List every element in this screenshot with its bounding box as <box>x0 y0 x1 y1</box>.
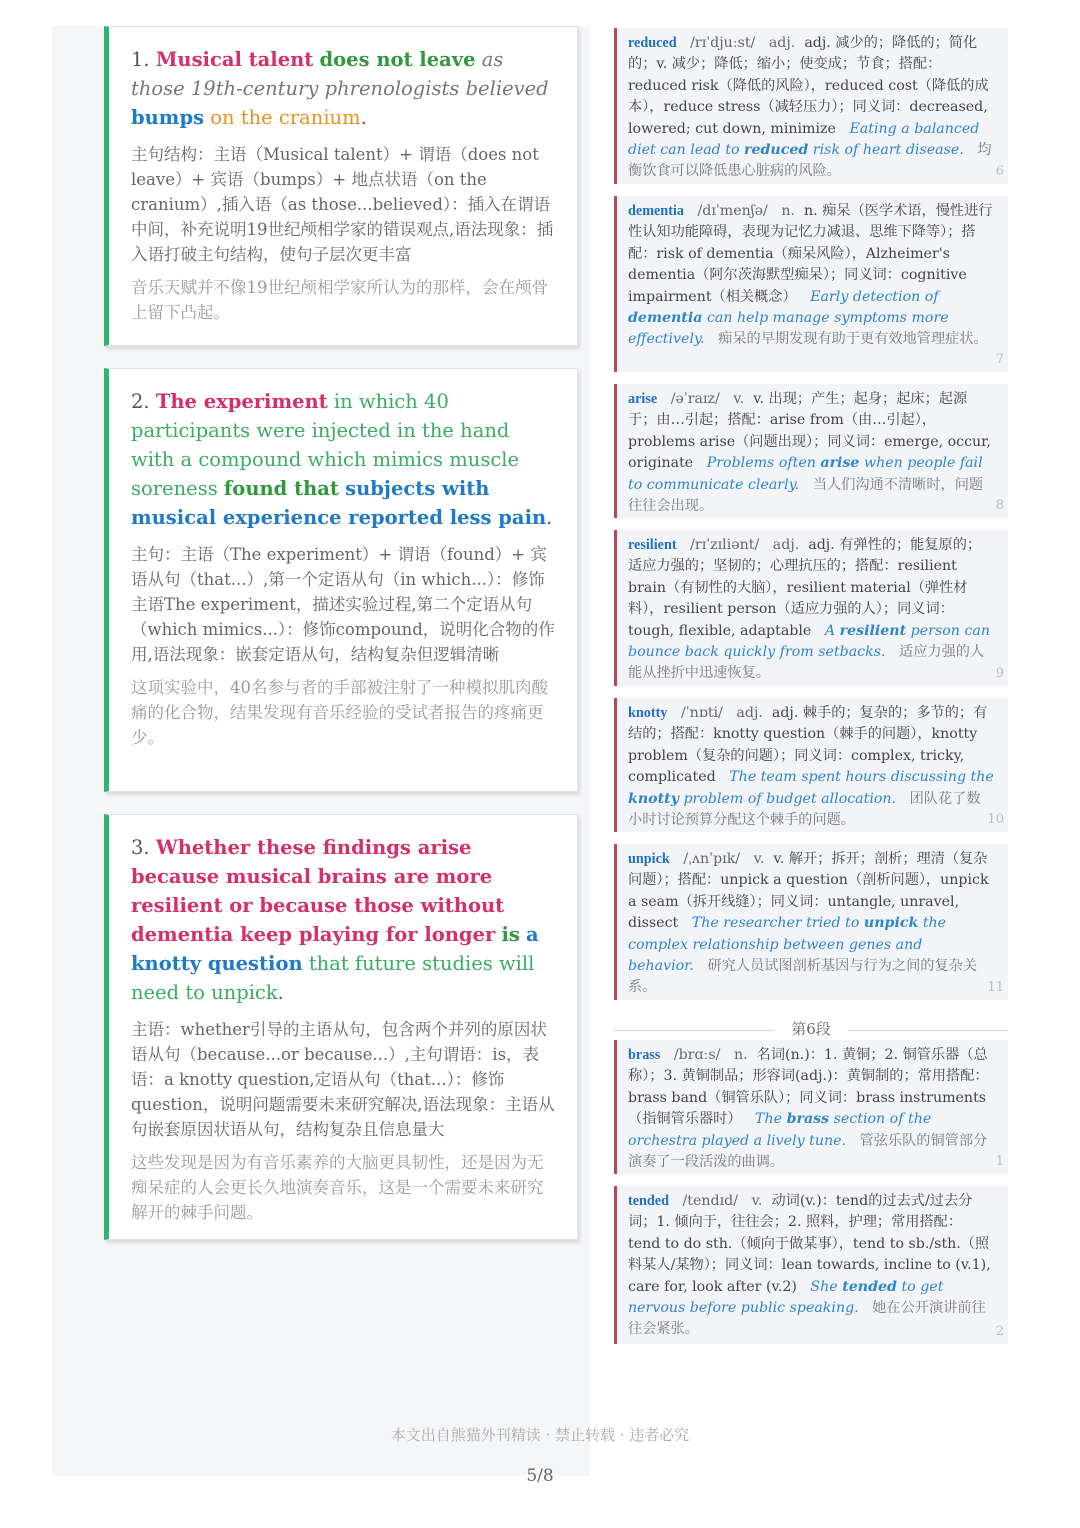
sentence-translation: 这些发现是因为有音乐素养的大脑更具韧性，还是因为无痴呆症的人会更长久地演奏音乐，这是一个需要未来研究解开的棘手问题。 <box>131 1153 544 1222</box>
vocab-phonetic: /rɪˈdjuːst/ <box>690 35 756 51</box>
example-text: Eating a balanced diet can lead to <box>628 120 980 159</box>
sentence-segment: . <box>360 106 367 129</box>
vocab-card-resilient <box>614 530 1008 686</box>
vocab-example-translation: 团队花了数小时讨论预算分配这个棘手的问题。 <box>628 790 981 829</box>
example-text: The <box>755 1111 787 1128</box>
vocab-index: 7 <box>995 351 1004 367</box>
sentence-segment: does not leave <box>319 48 476 71</box>
vocab-phonetic: /ˌʌnˈpɪk/ <box>683 851 741 867</box>
sentence-segment: Whether these findings arise because musical brains are more resilient or because those without dementia keep playing for longer <box>131 836 505 946</box>
example-keyword: reduced <box>744 142 809 159</box>
section-label: 第6段 <box>791 1020 831 1038</box>
vocab-example-translation: 当人们沟通不清晰时，问题往往会出现。 <box>628 476 984 515</box>
vocab-word: brass <box>628 1047 661 1063</box>
vocab-example-translation: 管弦乐队的铜管部分演奏了一段活泼的曲调。 <box>628 1132 988 1171</box>
sentence-segment: . <box>546 506 553 529</box>
vocab-definition: 动词(v.)：tend的过去式/过去分词；1. 倾向于，往往会；2. 照料，护理；常用搭配：tend to do sth.（倾向于做某事），tend to sb./sth.（照料某人/某物）；同义词：lean towards, incline to (v.1), care for, look after (v.2) <box>628 1193 991 1295</box>
sentence-card-3 <box>104 814 578 1240</box>
vocab-definition: adj. 有弹性的；能复原的；适应力强的；坚韧的；心理抗压的；搭配：resilient brain（有韧性的大脑），resilient material（弹性材料），resilient person（适应力强的人）；同义词：tough, flexible, adaptable <box>628 537 982 639</box>
vocab-index: 11 <box>987 979 1004 995</box>
sentence-card-1 <box>104 26 578 346</box>
vocab-phonetic: /brɑːs/ <box>673 1047 721 1063</box>
vocab-example-translation: 她在公开演讲前往往会紧张。 <box>628 1300 986 1338</box>
vocab-example-translation: 研究人员试图剖析基因与行为之间的复杂关系。 <box>628 958 978 996</box>
sentence-analysis: 主句：主语（The experiment）+ 谓语（found）+ 宾语从句（that...）,第一个定语从句（in which...）：修饰主语The experiment，描述实验过程,第二个定语从句（which mimics...）：修饰compound，说明化合物的作用,语法现象：嵌套定语从句，结构复杂但逻辑清晰 <box>131 545 555 664</box>
example-text: The team spent hours discussing the <box>729 769 994 786</box>
example-keyword: arise <box>820 455 860 472</box>
example-text: the complex relationship between genes and behavior. <box>628 915 947 975</box>
vocab-part-of-speech: adj. <box>768 35 796 51</box>
vocab-card-unpick <box>614 844 1008 1000</box>
vocab-index: 9 <box>995 665 1004 681</box>
sentence-segment: in which 40 participants were injected in the hand with a compound which mimics muscle soreness <box>131 390 520 500</box>
sentence-translation: 这项实验中，40名参与者的手部被注射了一种模拟肌肉酸痛的化合物，结果发现有音乐经验的受试者报告的疼痛更少。 <box>131 678 548 747</box>
example-keyword: dementia <box>628 310 703 327</box>
example-text: risk of heart disease. <box>808 142 964 159</box>
vocab-part-of-speech: adj. <box>736 705 763 721</box>
vocab-part-of-speech: n. <box>781 203 796 219</box>
vocab-word: tended <box>628 1193 669 1209</box>
vocab-example-translation: 痴呆的早期发现有助于更有效地管理症状。 <box>718 331 988 348</box>
vocab-phonetic: /tendɪd/ <box>682 1193 739 1209</box>
vocab-definition: adj. 棘手的；复杂的；多节的；有结的；搭配：knotty question（棘手的问题），knotty problem（复杂的问题）；同义词：complex, tricky, complicated <box>628 705 988 786</box>
vocab-definition: adj. 减少的；降低的；简化的；v. 减少；降低；缩小；使变成；节食；搭配：reduced risk（降低的风险），reduced cost（降低的成本），reduce stress（减轻压力）；同义词：decreased, lowered; cut down, minimize <box>628 35 989 137</box>
sentence-segment: The experiment <box>155 390 328 413</box>
page-number: 5/8 <box>526 1466 554 1486</box>
example-text: Early detection of <box>810 288 939 305</box>
sentence-segment: a knotty question <box>131 923 539 975</box>
example-text: A <box>824 622 840 639</box>
example-keyword: knotty <box>628 790 679 807</box>
vocab-word: knotty <box>628 705 668 721</box>
sentence-number: 1. <box>131 48 156 71</box>
vocab-word: arise <box>628 391 658 407</box>
divider-line-right <box>848 1030 1008 1031</box>
vocab-part-of-speech: adj. <box>772 537 800 553</box>
vocab-definition: v. 出现；产生；起身；起床；起源于；由…引起；搭配：arise from（由…引起），problems arise（问题出现）；同义词：emerge, occur, originate <box>628 391 991 472</box>
example-text: She <box>810 1278 843 1295</box>
vocab-phonetic: /dɪˈmenʃə/ <box>697 203 768 219</box>
sentence-segment: is <box>501 923 520 946</box>
sentence-number: 3. <box>131 836 156 859</box>
vocab-definition: v. 解开；拆开；剖析；理清（复杂问题）；搭配：unpick a question（剖析问题），unpick a seam（拆开线缝）；同义词：untangle, unravel, dissect <box>628 851 989 932</box>
sentence-segment: . <box>277 981 284 1004</box>
vocab-card-reduced <box>614 28 1008 184</box>
sentence-analysis: 主语：whether引导的主语从句，包含两个并列的原因状语从句（because...or because...）,主句谓语：is，表语：a knotty question,定语从句（that...）：修饰question，说明问题需要未来研究解决,语法现象：主语从句嵌套原因状语从句，结构复杂且信息量大 <box>131 1020 555 1139</box>
vocab-phonetic: /əˈraɪz/ <box>670 391 720 407</box>
vocab-definition: n. 痴呆（医学术语，慢性进行性认知功能障碍，表现为记忆力减退、思维下降等）；搭配：risk of dementia（痴呆风险），Alzheimer's dementia（阿尔茨海默型痴呆）；同义词：cognitive impairment（相关概念） <box>628 203 993 305</box>
sentence-text <box>131 45 557 132</box>
example-text: section of the orchestra played a lively tune. <box>628 1111 932 1149</box>
vocab-part-of-speech: v. <box>753 851 765 867</box>
example-keyword: resilient <box>839 622 907 639</box>
example-text: The researcher tried to <box>691 915 864 932</box>
sentence-number: 2. <box>131 390 156 413</box>
example-keyword: tended <box>842 1278 897 1295</box>
vocab-card-brass <box>614 1040 1008 1174</box>
sentence-segment: that future studies will need to unpick <box>131 952 535 1004</box>
vocab-card-knotty <box>614 698 1008 832</box>
sentence-translation: 音乐天赋并不像19世纪颅相学家所认为的那样，会在颅骨上留下凸起。 <box>131 278 548 322</box>
vocab-word: resilient <box>628 537 677 553</box>
vocab-index: 10 <box>987 811 1004 827</box>
sentence-segment: as those 19th-century phrenologists believed <box>131 48 549 100</box>
vocab-example-translation: 均衡饮食可以降低患心脏病的风险。 <box>628 142 992 180</box>
vocab-word: dementia <box>628 203 684 219</box>
example-keyword: brass <box>786 1111 830 1128</box>
copyright-footer: 本文出自熊猫外刊精读 · 禁止转载 · 违者必究 <box>390 1426 690 1444</box>
section-divider <box>614 1020 1008 1038</box>
vocab-definition: 名词(n.)：1. 黄铜；2. 铜管乐器（总称）；3. 黄铜制品；形容词(adj.)：黄铜制的；常用搭配：brass band（铜管乐队）；同义词：brass instruments（指铜管乐器时） <box>628 1047 989 1128</box>
vocab-word: unpick <box>628 851 670 867</box>
example-text: can help manage symptoms more effectively. <box>628 310 949 348</box>
sentence-segment: Musical talent <box>155 48 314 71</box>
vocab-word: reduced <box>628 35 677 51</box>
sentence-segment: on the cranium <box>204 106 361 129</box>
vocab-index: 2 <box>995 1323 1004 1339</box>
vocab-card-dementia <box>614 196 1008 372</box>
vocab-part-of-speech: v. <box>733 391 745 407</box>
vocab-phonetic: /rɪˈzɪliənt/ <box>690 537 760 553</box>
vocab-card-arise <box>614 384 1008 518</box>
vocab-index: 1 <box>995 1153 1004 1169</box>
example-text: when people fail to communicate clearly. <box>628 455 983 493</box>
vocab-card-tended <box>614 1186 1008 1344</box>
vocab-example-translation: 适应力强的人能从挫折中迅速恢复。 <box>628 644 985 682</box>
sentence-text <box>131 387 557 532</box>
sentence-segment: subjects with musical experience reported less pain <box>131 477 547 529</box>
sentence-card-2 <box>104 368 578 792</box>
vocab-part-of-speech: n. <box>733 1047 748 1063</box>
sentence-analysis: 主句结构：主语（Musical talent）+ 谓语（does not leave）+ 宾语（bumps）+ 地点状语（on the cranium）,插入语（as those...believed）：插入在谓语中间，补充说明19世纪颅相学家的错误观点,语法现象：插入语打破主句结构，使句子层次更丰富 <box>131 145 554 264</box>
sentence-segment: found that <box>223 477 339 500</box>
example-text: problem of budget allocation. <box>678 790 897 807</box>
sentence-text <box>131 833 557 1007</box>
example-text: to get nervous before public speaking. <box>628 1278 944 1317</box>
sentence-segment: bumps <box>131 106 205 129</box>
vocab-index: 6 <box>995 163 1004 179</box>
example-text: person can bounce back quickly from setbacks. <box>628 622 990 661</box>
example-keyword: unpick <box>863 915 919 932</box>
example-text: Problems often <box>706 455 821 472</box>
vocab-part-of-speech: v. <box>751 1193 763 1209</box>
vocab-phonetic: /ˈnɒti/ <box>680 705 723 721</box>
vocab-index: 8 <box>995 497 1004 513</box>
